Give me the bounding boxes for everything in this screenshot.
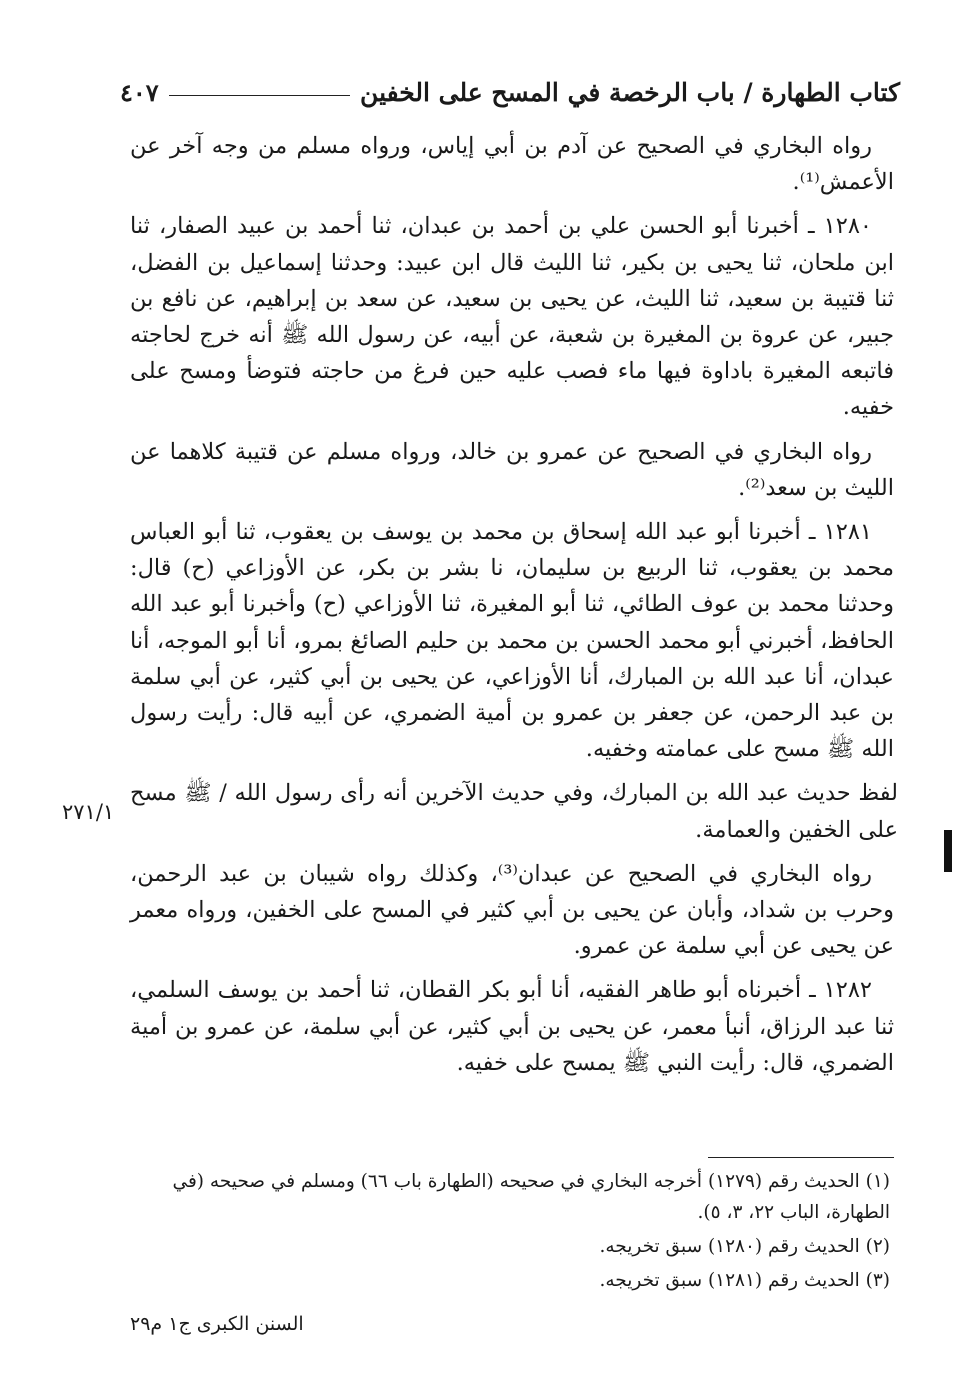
running-header: [120, 72, 900, 112]
paragraph: ١٢٨٢ ـ أخبرناه أبو طاهر الفقيه، أنا أبو بكر القطان، ثنا أحمد بن يوسف السلمي، ثنا عبد الرزاق، أنبأ معمر، عن يحيى بن أبي كثير، عن أبي سلمة، عن عمرو بن أمية الضمري، قال: رأيت النبي ﷺ يمسح على خفيه.: [130, 977, 894, 1076]
paragraph: لفظ حديث عبد الله بن المبارك، وفي حديث الآخرين أنه رأى رسول الله / ﷺ مسح على الخفين والعمامة.: [130, 780, 898, 843]
footnote: (٢) الحديث رقم (١٢٨٠) سبق تخريجه.: [599, 1236, 890, 1257]
header-title: كتاب الطهارة / باب الرخصة في المسح على الخفين: [360, 77, 900, 107]
main-text: [130, 128, 898, 1089]
margin-mark: [944, 830, 952, 872]
header-rule: [169, 95, 350, 96]
paragraph: ١٢٨١ ـ أخبرنا أبو عبد الله إسحاق بن محمد بن يوسف بن يعقوب، ثنا أبو العباس محمد بن يعقوب، ثنا الربيع بن سليمان، نا بشر بن بكر، عن الأوزاعي (ح) قال: وحدثنا محمد بن عوف الطائي، ثنا أبو المغيرة، ثنا الأوزاعي (ح) وأخبرنا أبو عبد الله الحافظ، أخبرني أبو محمد الحسن بن محمد بن حليم الصائغ بمرو، أنا أبو الموجه، أنا عبدان، أنا عبد الله بن المبارك، أنا الأوزاعي، عن يحيى بن أبي كثير، عن أبي سلمة بن عبد الرحمن، عن جعفر بن عمرو بن أمية الضمري، عن أبيه قال: رأيت رسول الله ﷺ مسح على عمامته وخفيه.: [130, 519, 894, 763]
page-number: ٤٠٧: [120, 77, 159, 107]
paragraph: ١٢٨٠ ـ أخبرنا أبو الحسن علي بن أحمد بن عبدان، ثنا أحمد بن عبيد الصفار، ثنا ابن ملحان، ثنا يحيى بن بكير، ثنا الليث قال ابن عبيد: وحدثنا إسماعيل بن الفضل، ثنا قتيبة بن سعيد، ثنا الليث، عن يحيى بن سعيد، عن سعد بن إبراهيم، عن نافع بن جبير، عن عروة بن المغيرة بن شعبة، عن أبيه، عن رسول الله ﷺ أنه خرج لحاجته فاتبعه المغيرة باداوة فيها ماء فصب عليه حين فرغ من حاجته فتوضأ ومسح على خفيه.: [130, 213, 894, 421]
footnote: (٣) الحديث رقم (١٢٨١) سبق تخريجه.: [599, 1270, 890, 1291]
paragraph: رواه البخاري في الصحيح عن آدم بن أبي إياس، ورواه مسلم من وجه آخر عن الأعمش⁽¹⁾.: [130, 133, 894, 196]
footnote: (١) الحديث رقم (١٢٧٩) أخرجه البخاري في صحيحه (الطهارة باب ٦٦) ومسلم في صحيحه (في الطهارة، الباب ٢٢، ٣، ٥).: [172, 1171, 890, 1223]
paragraph: رواه البخاري في الصحيح عن عبدان⁽³⁾، وكذلك رواه شيبان بن عبد الرحمن، وحرب بن شداد، وأبان عن يحيى بن أبي كثير في المسح على الخفين، ورواه معمر عن يحيى عن أبي سلمة عن عمرو.: [130, 860, 894, 960]
footnotes: [130, 1166, 894, 1299]
page-footer: السنن الكبرى ج١ م٢٩: [130, 1313, 304, 1335]
footnote-rule: [708, 1157, 894, 1158]
paragraph: رواه البخاري في الصحيح عن عمرو بن خالد، ورواه مسلم عن قتيبة كلاهما عن الليث بن سعد⁽²⁾.: [130, 438, 894, 501]
margin-reference: ٢٧١/١: [62, 800, 115, 824]
